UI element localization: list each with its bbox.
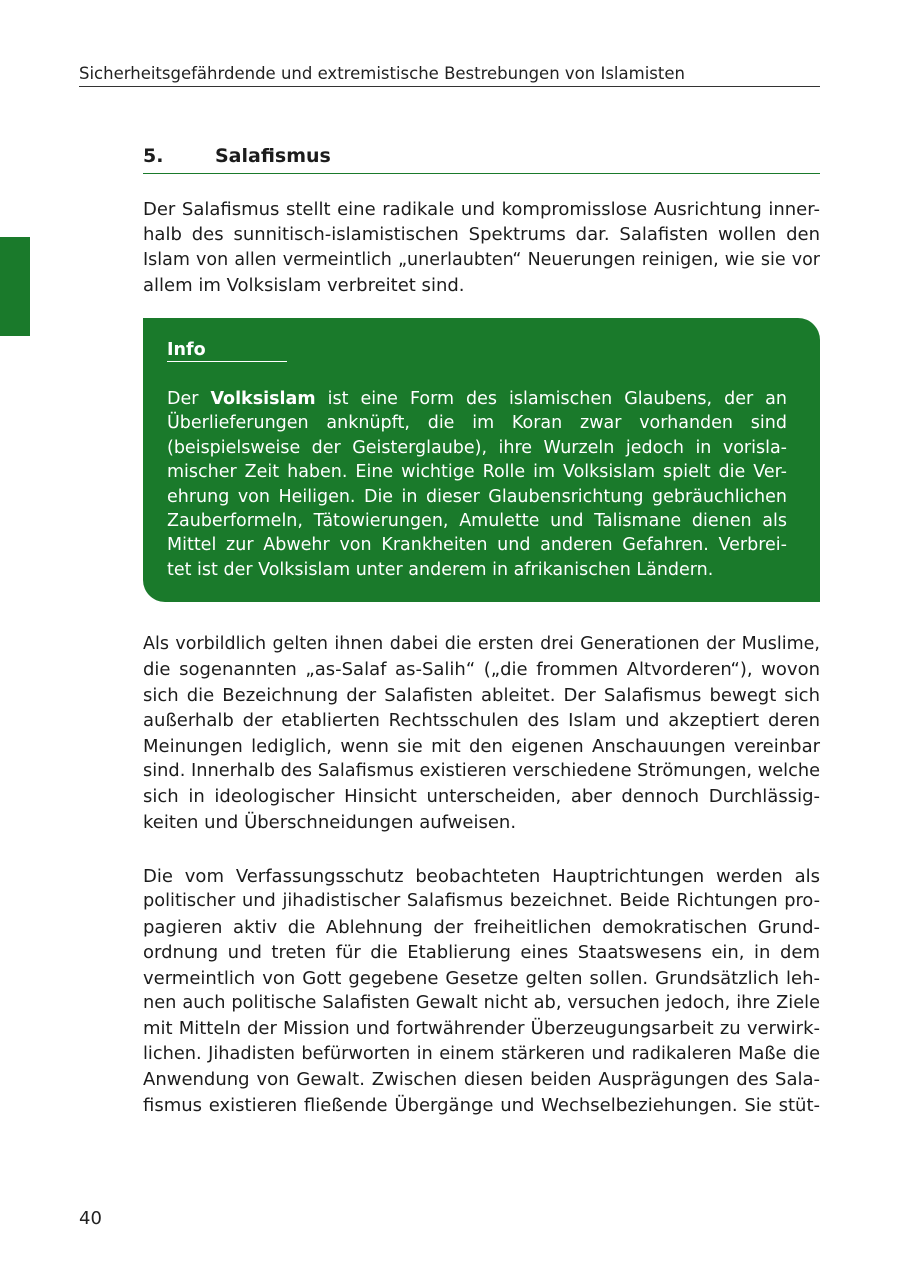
text-line: halb des sunnitisch-islamistischen Spektrums dar. Salafisten wollen den [143, 224, 820, 246]
text-line: ehrung von Heiligen. Die in dieser Glaubensrichtung gebräuchlichen [167, 486, 787, 507]
text-line: politischer und jihadistischer Salafismus bezeichnet. Beide Richtungen pro- [143, 891, 820, 912]
info-box-title: Info [167, 340, 287, 362]
text-line: ordnung und treten für die Etablierung eines Staatswesens ein, in dem [143, 942, 820, 964]
text-line: Anwendung von Gewalt. Zwischen diesen beiden Ausprägungen des Sala- [143, 1069, 820, 1091]
text-line: sich die Bezeichnung der Salafisten ableitet. Der Salafismus bewegt sich [143, 684, 820, 706]
text-line: Zauberformeln, Tätowierungen, Amulette und Talismane dienen als [167, 511, 787, 532]
intro-paragraph [143, 197, 820, 299]
text-line: allem im Volksislam verbreitet sind. [143, 275, 465, 297]
text-line: Überlieferungen anknüpft, die im Koran zwar vorhanden sind [167, 413, 787, 434]
text-line: nen auch politische Salafisten Gewalt nicht ab, versuchen jedoch, ihre Ziele [143, 993, 820, 1014]
text-line: die sogenannten „as-Salaf as-Salih“ („die frommen Altvorderen“), wovon [143, 659, 820, 681]
info-box [143, 318, 820, 602]
text-line: Der Salafismus stellt eine radikale und kompromisslose Ausrichtung inner- [143, 199, 820, 220]
paragraph-salaf [143, 632, 820, 835]
text-line: Islam von allen vermeintlich „unerlaubten“ Neuerungen reinigen, wie sie vor [143, 249, 820, 270]
text-line: mit Mitteln der Mission und fortwährender Überzeugungsarbeit zu verwirk- [143, 1018, 820, 1040]
text-line: fismus existieren fließende Übergänge und Wechselbeziehungen. Sie stüt- [143, 1094, 820, 1116]
text-line: Meinungen lediglich, wenn sie mit den eigenen Anschauungen vereinbar [143, 735, 820, 757]
running-header: Sicherheitsgefährdende und extremistische Bestrebungen von Islamisten [79, 64, 820, 87]
text-line: außerhalb der etablierten Rechtsschulen des Islam und akzeptiert deren [143, 710, 820, 732]
text-line: tet ist der Volksislam unter anderem in afrikanischen Ländern. [167, 559, 714, 580]
text-line: keiten und Überschneidungen aufweisen. [143, 811, 517, 833]
text-line: lichen. Jihadisten befürworten in einem stärkeren und radikaleren Maße die [143, 1043, 820, 1064]
chapter-side-tab [0, 237, 30, 336]
section-heading [143, 145, 820, 174]
section-number: 5. [143, 145, 164, 167]
text-run: Der [167, 389, 211, 409]
text-line: vermeintlich von Gott gegebene Gesetze gelten sollen. Grundsätzlich leh- [143, 967, 820, 989]
text-line: (beispielsweise der Geisterglaube), ihre Wurzeln jedoch in vorisla- [167, 437, 787, 458]
text-line: Die vom Verfassungsschutz beobachteten Hauptrichtungen werden als [143, 866, 820, 887]
text-line: sich in ideologischer Hinsicht unterscheiden, aber dennoch Durchlässig- [143, 786, 820, 808]
text-line: pagieren aktiv die Ablehnung der freiheitlichen demokratischen Grund- [143, 916, 820, 938]
text-line [167, 387, 787, 411]
text-line: Mittel zur Abwehr von Krankheiten und anderen Gefahren. Verbrei- [167, 535, 787, 556]
volksislam-term: Volksislam [210, 389, 316, 409]
text-line: mischer Zeit haben. Eine wichtige Rolle im Volksislam spielt die Ver- [167, 462, 787, 483]
paragraph-hauptrichtungen [143, 864, 820, 1118]
info-box-text [167, 387, 787, 582]
text-line: sind. Innerhalb des Salafismus existieren verschiedene Strömungen, welche [143, 761, 820, 782]
section-title: Salafismus [215, 145, 331, 167]
text-line: Als vorbildlich gelten ihnen dabei die ersten drei Generationen der Muslime, [143, 634, 820, 654]
page-number: 40 [79, 1208, 102, 1229]
text-run: ist eine Form des islamischen Glaubens, der an [315, 389, 787, 409]
